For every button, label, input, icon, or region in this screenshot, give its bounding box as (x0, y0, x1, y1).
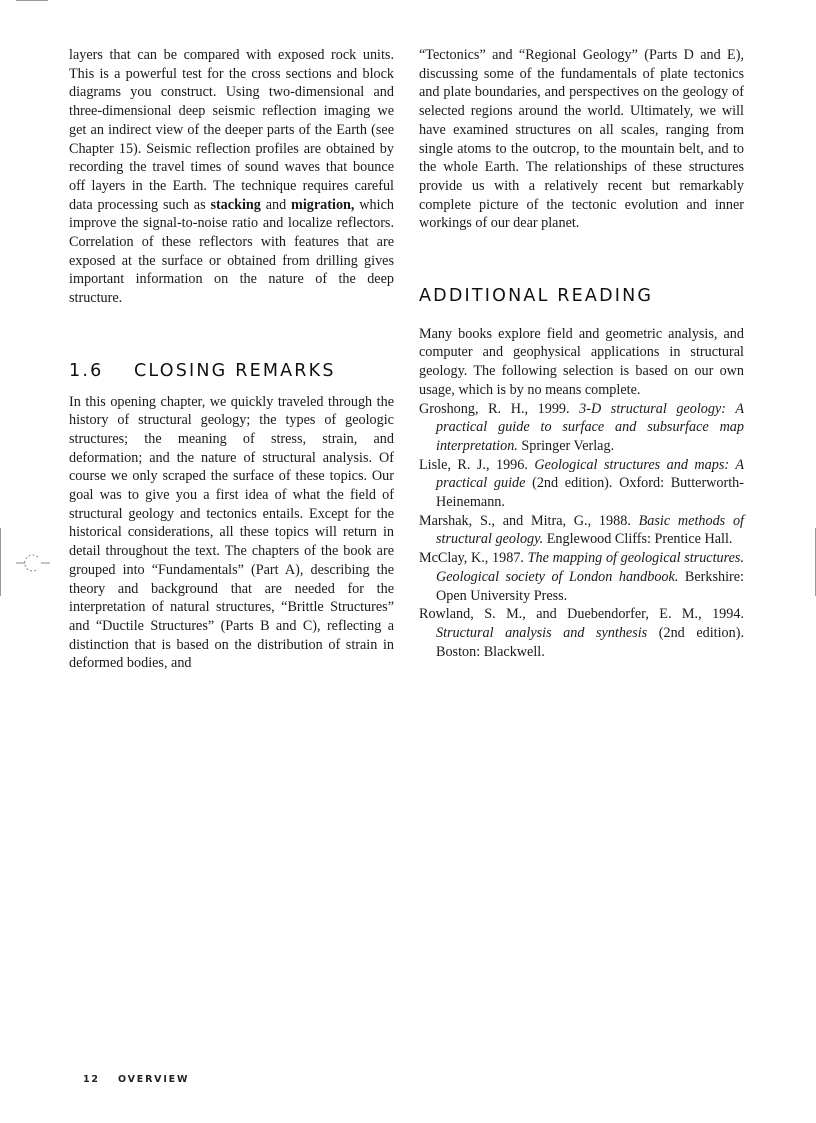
reference-publisher: Berkshire: Open University Press. (436, 568, 744, 604)
reference-item (419, 400, 744, 456)
intro-text-part-2: and (260, 196, 292, 213)
reference-title: Geological structures and maps: A practical guide (436, 456, 745, 492)
reference-publisher: Springer Verlag. (517, 437, 615, 454)
reference-author: Marshak, S., and Mitra, G., 1988. (419, 512, 639, 529)
continued-paragraph: “Tectonics” and “Regional Geology” (Parts D and E), discussing some of the fundamentals of plate tectonics and plate boundaries, and perspectives on the geology of selected regions around the world. Ultimately, we will have examined structures on all scales, ranging from single atoms to the outcrop, to the mountain belt, and to the whole Earth. The relationships of these structures provide us with a relatively recent but remarkably complete picture of the tectonic evolution and inner workings of our dear planet. (419, 47, 744, 232)
right-column (419, 46, 744, 661)
reference-title: The mapping of geological structures. Geological society of London handbook. (436, 550, 744, 585)
reference-title: 3-D structural geology: A practical guide to surface and subsurface map interpretation. (436, 400, 745, 454)
reference-title: Structural analysis and synthesis (436, 624, 648, 641)
term-stacking: stacking (210, 196, 261, 213)
section-title: CLOSING REMARKS (134, 360, 336, 381)
intro-text-part-3: which improve the signal-to-noise ratio and localize reflectors. Correlation of these reflectors with features that are exposed at the surface or obtained from drilling gives important information on the nature of the deep structure. (69, 196, 394, 307)
running-title: OVERVIEW (118, 1074, 190, 1085)
left-column (69, 46, 394, 673)
section-heading-additional-reading: ADDITIONAL READING (419, 286, 654, 307)
reference-publisher: (2nd edition). Oxford: Butterworth-Heinemann. (436, 475, 744, 511)
registration-mark-icon (16, 551, 50, 575)
term-migration: migration, (291, 196, 355, 213)
reference-publisher: (2nd edition). Boston: Blackwell. (436, 624, 744, 660)
section-heading-closing-remarks (69, 362, 394, 381)
reference-author: Lisle, R. J., 1996. (419, 456, 535, 473)
reference-title: Basic methods of structural geology. (436, 512, 744, 548)
page-number: 12 (83, 1074, 100, 1085)
additional-reading-intro: Many books explore field and geometric analysis, and computer and geophysical applications in structural geology. The following selection is based on our own usage, which is by no means complete. (419, 325, 744, 398)
section-number: 1.6 (69, 360, 104, 381)
reference-author: Rowland, S. M., and Duebendorfer, E. M., 1994. (419, 606, 744, 623)
closing-paragraph: In this opening chapter, we quickly traveled through the history of structural geology; the types of geologic structures; the meaning of stress, strain, and deformation; and the nature of structural analysis. Of course we only scraped the surface of these topics. Our goal was to give you a first idea of what the field of structural geology and tectonics entails. Except for the historical considerations, all these topics will return in detail throughout the text. The chapters of the book are grouped into “Fundamentals” (Part A), describing the theory and background that are needed for the interpretation of natural structures, “Brittle Structures” and “Ductile Structures” (Parts B and C), reflecting a distinction that is based on the distribution of strain in deformed bodies, and (69, 393, 394, 672)
crop-mark-top (16, 0, 48, 1)
reference-author: McClay, K., 1987. (419, 550, 528, 567)
reference-list (419, 400, 744, 662)
crop-mark-left (0, 528, 1, 596)
intro-paragraph (69, 46, 394, 308)
reference-item (419, 549, 744, 605)
page-footer (83, 1074, 189, 1085)
reference-item (419, 456, 744, 512)
reference-item (419, 605, 744, 661)
reference-publisher: Englewood Cliffs: Prentice Hall. (543, 531, 733, 548)
intro-text-part-1: layers that can be compared with exposed rock units. This is a powerful test for the cross sections and block diagrams you construct. Using two-dimensional and three-dimensional deep seismic reflection imaging we get an indirect view of the deeper parts of the Earth (see Chapter 15). Seismic reflection profiles are obtained by recording the travel times of sound waves that bounce off layers in the Earth. The technique requires careful data processing such as (69, 47, 394, 213)
reference-author: Groshong, R. H., 1999. (419, 400, 580, 417)
reference-item (419, 512, 744, 549)
